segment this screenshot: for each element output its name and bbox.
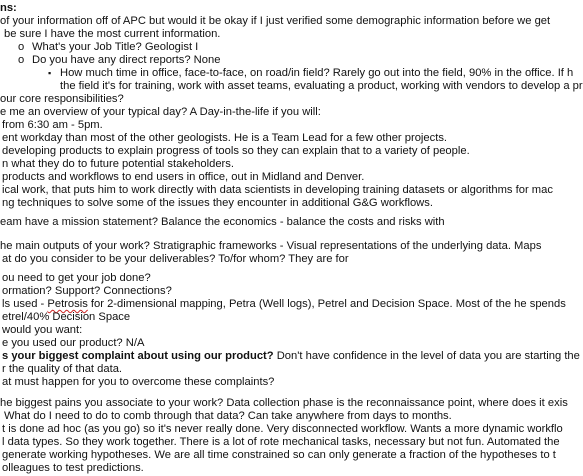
doc-line — [2, 350, 580, 364]
doc-line — [2, 337, 144, 351]
line-text: e me an overview of your typical day? A Day-in-the-life if you will: — [0, 106, 321, 118]
doc-line — [2, 184, 553, 198]
line-text: ical work, that puts him to work directly with data scientists in developing training datasets or algorithms for mac — [2, 184, 553, 196]
doc-line — [2, 171, 364, 185]
doc-line — [2, 324, 82, 338]
line-text: at do you consider to be your deliverables? To/for whom? They are for — [2, 253, 349, 265]
line-text: ent workday than most of the other geologists. He is a Team Lead for a few other projects. — [2, 132, 448, 144]
line-text: How much time in office, face-to-face, on road/in field? Rarely go out into the field, 90% in the office. If h — [60, 67, 574, 79]
doc-line — [2, 423, 563, 437]
line-text: olleagues to test predictions. — [2, 462, 144, 474]
line-text: from 6:30 am - 5pm. — [2, 119, 103, 131]
doc-line — [2, 119, 103, 133]
misspelled-word: Petrosis — [47, 298, 88, 310]
line-text: be sure I have the most current information. — [4, 28, 221, 40]
line-text: he biggest pains you associate to your work? Data collection phase is the reconnaissance point, where does it exis — [0, 397, 568, 409]
doc-line — [0, 15, 550, 29]
line-text: he main outputs of your work? Stratigraphic frameworks - Visual representations of the underlying data. Maps — [0, 240, 542, 252]
doc-line — [4, 28, 220, 42]
doc-line — [2, 158, 234, 172]
line-text: What do I need to do to comb through that data? Can take anywhere from days to months. — [4, 410, 452, 422]
line-text: ng techniques to solve some of the issues they encounter in additional G&G workflows. — [2, 197, 433, 209]
doc-line — [60, 80, 583, 94]
line-text: ls used - — [2, 298, 48, 310]
line-text: r the quality of that data. — [2, 363, 123, 375]
line-text: for 2-dimensional mapping, Petra (Well logs), Petrel and Decision Space. Most of the he spends — [87, 298, 566, 310]
doc-line — [2, 132, 447, 146]
line-text: generate working hypotheses. We are all time constrained so can only generate a fraction of the hypotheses to t — [2, 449, 556, 461]
doc-line — [0, 397, 568, 411]
line-text: etrel/40% Decision Space — [2, 311, 131, 323]
doc-line — [0, 240, 541, 254]
line-text: Do you have any direct reports? None — [32, 54, 221, 66]
line-text: the field it's for training, work with asset teams, evaluating a product, working with vendors to develop a pr — [60, 80, 583, 92]
line-text: our core responsibilities? — [0, 93, 124, 105]
doc-line — [2, 197, 433, 211]
doc-line — [0, 93, 124, 107]
doc-line — [2, 253, 349, 267]
line-text: t is done ad hoc (as you go) so it's never really done. Very disconnected workflow. Wants a more dynamic workflo — [2, 423, 563, 435]
line-text: ou need to get your job done? — [2, 272, 151, 284]
line-text: at must happen for you to overcome these complaints? — [2, 376, 275, 388]
doc-line — [2, 145, 470, 159]
line-text: l data types. So they work together. There is a lot of rote mechanical tasks, necessary but not fun. Automated the — [2, 436, 560, 448]
doc-line — [0, 2, 17, 16]
doc-line — [2, 311, 130, 325]
doc-line — [2, 449, 556, 463]
line-text: developing products to explain progress of tools so they can explain that to a variety of people. — [2, 145, 470, 157]
doc-line — [2, 462, 144, 476]
doc-line — [0, 216, 445, 230]
doc-line — [2, 272, 151, 286]
doc-line — [2, 298, 566, 312]
line-text: eam have a mission statement? Balance the economics - balance the costs and risks with — [0, 216, 445, 228]
section-heading: ns: — [0, 2, 17, 14]
doc-line — [2, 376, 274, 390]
line-text: n what they do to future potential stakeholders. — [2, 158, 234, 170]
line-text: ormation? Support? Connections? — [2, 285, 172, 297]
doc-line — [2, 363, 122, 377]
line-text: Don't have confidence in the level of data you are starting the — [273, 350, 580, 362]
line-text: e you used our product? N/A — [2, 337, 145, 349]
doc-line — [0, 106, 321, 120]
list-item — [48, 67, 574, 81]
line-text: would you want: — [2, 324, 83, 336]
question-bold: s your biggest complaint about using our product? — [2, 350, 274, 362]
list-item — [18, 54, 221, 68]
doc-line — [2, 285, 172, 299]
line-text: What's your Job Title? Geologist I — [32, 41, 199, 53]
doc-line — [4, 410, 452, 424]
bullet-square: ▪ — [48, 68, 52, 78]
line-text: of your information off of APC but would it be okay if I just verified some demographic information before we get — [0, 15, 551, 27]
bullet-circle: o — [18, 41, 25, 53]
line-text: products and workflows to end users in office, out in Midland and Denver. — [2, 171, 365, 183]
list-item — [18, 41, 199, 55]
doc-line — [2, 436, 560, 450]
bullet-circle: o — [18, 54, 25, 66]
